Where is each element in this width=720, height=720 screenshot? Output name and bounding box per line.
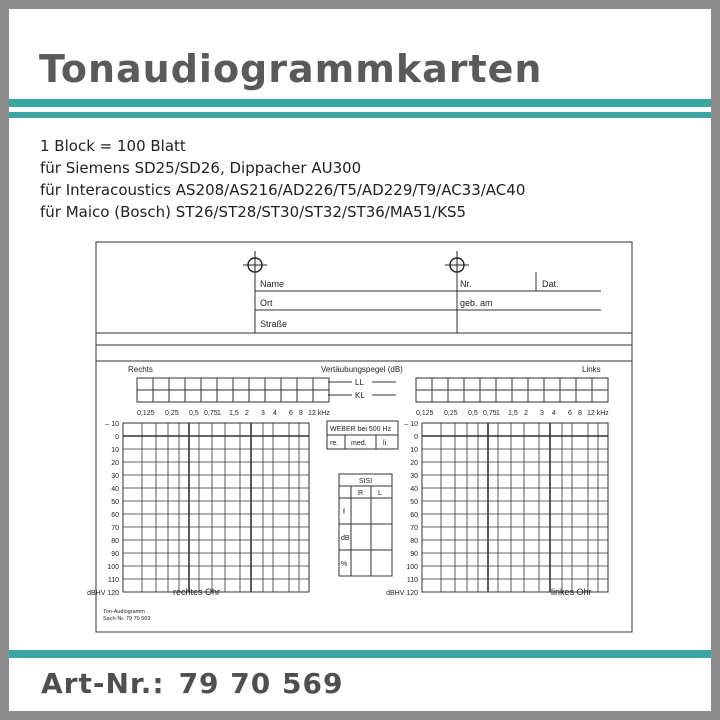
freq-label: 0,125 [416,410,434,417]
sisi-row-f: f [343,509,345,516]
description-line-4: für Maico (Bosch) ST26/ST28/ST30/ST32/ST36/MA51/KS5 [40,203,467,221]
freq-label: 1,5 [508,410,518,417]
right-ear-caption: rechtes Ohr [173,587,221,597]
description-line-2: für Siemens SD25/SD26, Dippacher AU300 [40,159,362,177]
db-label: 100 [107,564,119,571]
freq-label: 1 [496,410,500,417]
db-label: 0 [115,434,119,441]
db-label: 70 [410,525,418,532]
freq-label: 3 [540,410,544,417]
description-line-3: für Interacoustics AS208/AS216/AD226/T5/AD229/T9/AC33/AC40 [40,181,526,199]
left-ear-caption: linkes Ohr [551,587,592,597]
audiogram-card [9,9,711,711]
db-label: 50 [111,499,119,506]
weber-col-med: med. [351,440,367,447]
freq-label: 2 [245,410,249,417]
freq-label: 6 [289,410,293,417]
freq-label: 4 [273,410,277,417]
db-label: 10 [111,447,119,454]
freq-label: 2 [524,410,528,417]
freq-label: 0,75 [483,410,497,417]
freq-label: 8 [578,410,582,417]
weber-col-li: li. [383,440,389,447]
right-ear-label: Rechts [128,365,153,374]
article-number-value: 79 70 569 [178,667,344,700]
freq-label: 12 kHz [587,410,609,417]
bottom-stripe [9,650,711,658]
ll-label: LL [355,378,364,387]
freq-label: 0,125 [137,410,155,417]
freq-label: 6 [568,410,572,417]
description-line-1: 1 Block = 100 Blatt [40,137,186,155]
db-label: 20 [410,460,418,467]
article-number-label: Art-Nr.: [41,667,165,700]
db-label: 20 [111,460,119,467]
db-label: 80 [111,538,119,545]
freq-label: 0,25 [165,410,179,417]
db-label: 40 [410,486,418,493]
freq-label: 8 [299,410,303,417]
freq-label: 4 [552,410,556,417]
freq-labels-left [416,410,609,417]
db-label: 0 [414,434,418,441]
db-label: 90 [410,551,418,558]
field-ort-label: Ort [260,298,273,308]
db-label: dBHV 120 [386,590,418,597]
freq-label: 12 kHz [308,410,330,417]
db-label: – 10 [105,421,119,428]
freq-labels-right [137,410,330,417]
masking-label: Vertäubungspegel (dB) [321,365,403,374]
db-label: 60 [410,512,418,519]
db-label: 110 [107,577,119,584]
freq-label: 0,5 [189,410,199,417]
sisi-col-l: L [378,490,382,497]
kl-label: KL [355,391,365,400]
db-label: 70 [111,525,119,532]
sisi-row-percent: % [341,561,348,568]
db-label: 50 [410,499,418,506]
sisi-title: SISI [359,478,373,485]
sisi-col-r: R [358,490,364,497]
sisi-row-db: dB [341,535,350,542]
db-label: 80 [410,538,418,545]
freq-label: 0,75 [204,410,218,417]
db-label: – 10 [404,421,418,428]
db-label: 40 [111,486,119,493]
db-label: 30 [111,473,119,480]
field-name-label: Name [260,279,285,289]
footer-line-1: Ton-Audiogramm [103,609,145,615]
db-label: 110 [406,577,418,584]
weber-col-re: re. [330,440,339,447]
field-geb-label: geb. am [460,298,493,308]
left-ear-label: Links [582,365,601,374]
page-title: Tonaudiogrammkarten [39,47,543,91]
footer-line-2: Sach-Nr. 79 70 569 [103,616,151,622]
field-dat-label: Dat. [542,279,559,289]
db-label: 60 [111,512,119,519]
card-border [96,242,632,632]
field-nr-label: Nr. [460,279,472,289]
product-card [9,9,711,711]
db-label: dBHV 120 [87,590,119,597]
db-label: 30 [410,473,418,480]
db-label: 100 [406,564,418,571]
db-label: 90 [111,551,119,558]
db-label: 10 [410,447,418,454]
article-number [41,667,343,700]
freq-label: 0,5 [468,410,478,417]
freq-label: 1 [217,410,221,417]
field-strasse-label: Straße [260,319,288,329]
freq-label: 1,5 [229,410,239,417]
weber-title: WEBER bei 500 Hz [330,426,392,433]
freq-label: 3 [261,410,265,417]
freq-label: 0,25 [444,410,458,417]
